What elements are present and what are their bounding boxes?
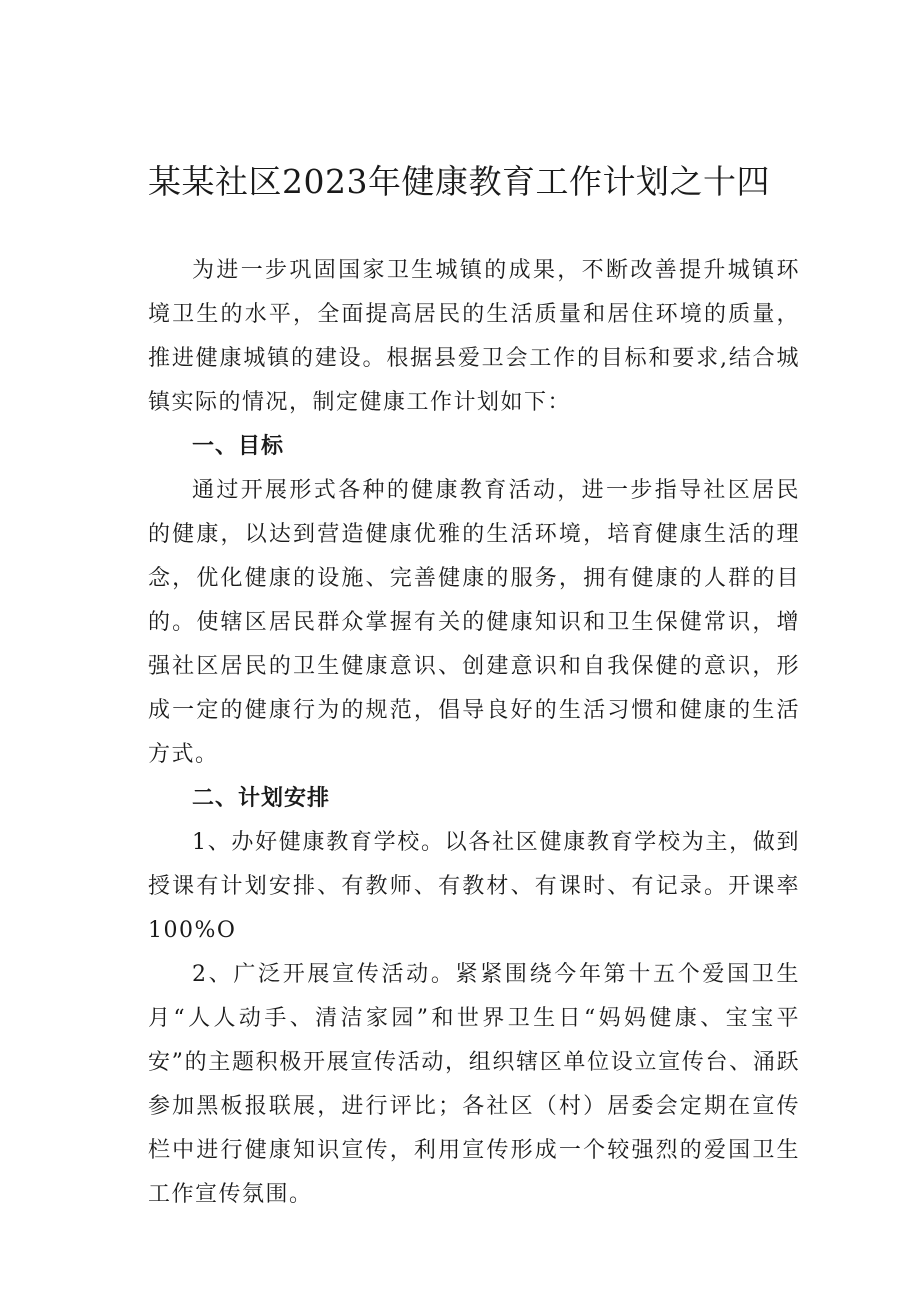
plan-item-1: 1、办好健康教育学校。以各社区健康教育学校为主，做到授课有计划安排、有教师、有教材、有课时、有记录。开课率100%O	[148, 830, 800, 943]
document-body	[148, 249, 800, 1217]
section-heading-goals: 一、目标	[192, 434, 285, 459]
intro-paragraph: 为进一步巩固国家卫生城镇的成果，不断改善提升城镇环境卫生的水平，全面提高居民的生活质量和居住环境的质量，推进健康城镇的建设。根据县爱卫会工作的目标和要求,结合城镇实际的情况，制定健康工作计划如下：	[148, 258, 800, 415]
plan-item-2: 2、广泛开展宣传活动。紧紧围绕今年第十五个爱国卫生月“人人动手、清洁家园”和世界卫生日“妈妈健康、宝宝平安”的主题积极开展宣传活动，组织辖区单位设立宣传台、涌跃参加黑板报联展，进行评比；各社区（村）居委会定期在宣传栏中进行健康知识宣传，利用宣传形成一个较强烈的爱国卫生工作宣传氛围。	[148, 962, 800, 1207]
goals-paragraph: 通过开展形式各种的健康教育活动，进一步指导社区居民的健康，以达到营造健康优雅的生活环境，培育健康生活的理念，优化健康的设施、完善健康的服务，拥有健康的人群的目的。使辖区居民群众掌握有关的健康知识和卫生保健常识，增强社区居民的卫生健康意识、创建意识和自我保健的意识，形成一定的健康行为的规范，倡导良好的生活习惯和健康的生活方式。	[148, 478, 800, 767]
section-heading-plan: 二、计划安排	[192, 786, 331, 811]
document-title: 某某社区2023年健康教育工作计划之十四	[148, 162, 770, 201]
